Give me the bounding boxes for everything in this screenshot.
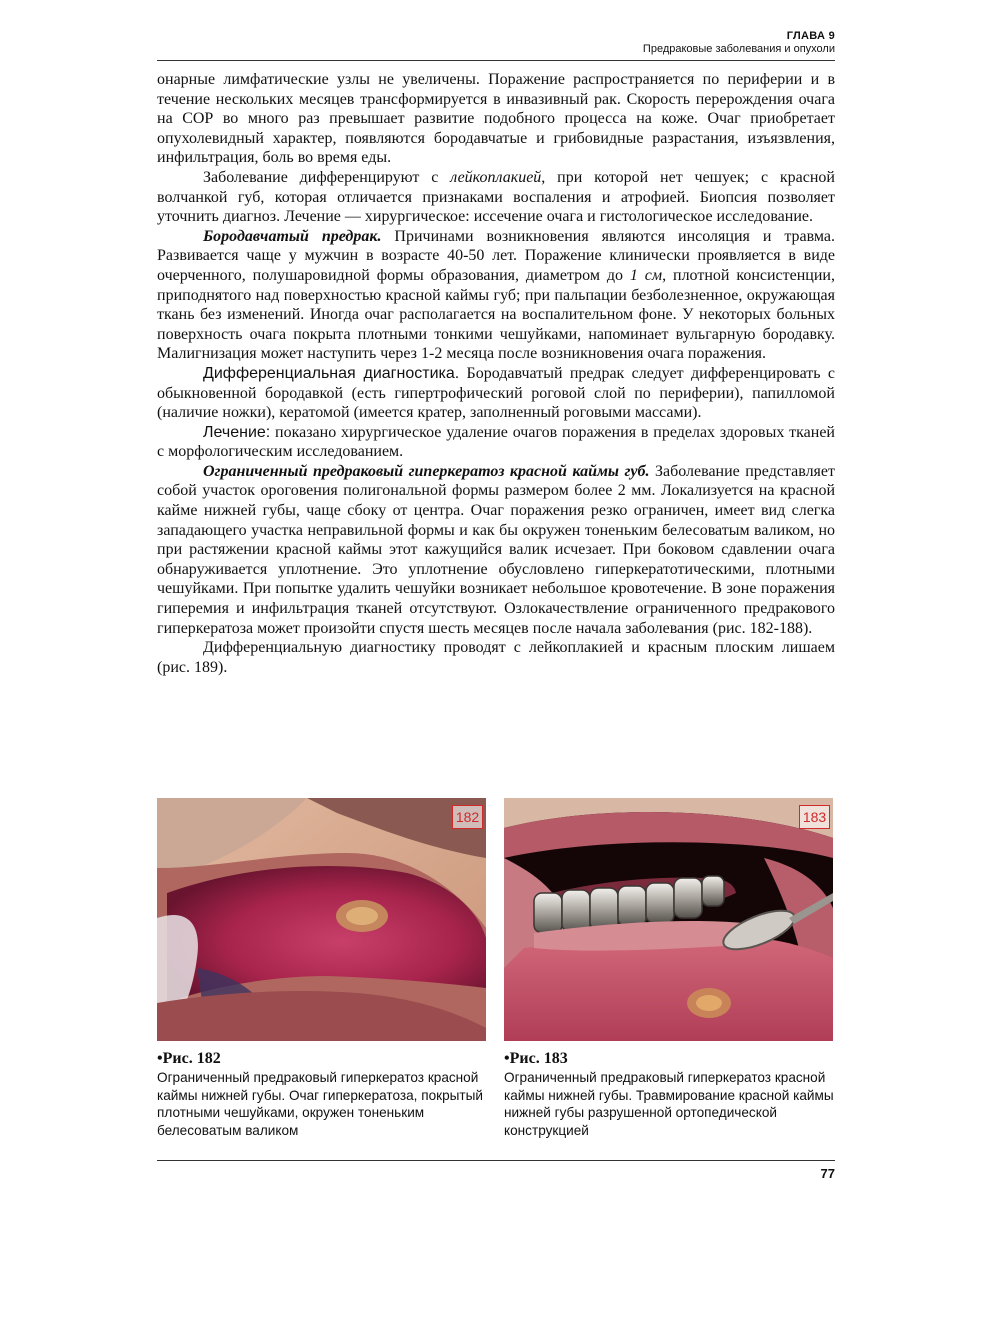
subsection-heading: Лечение:: [203, 423, 271, 441]
page-number: 77: [820, 1166, 835, 1181]
paragraph: Ограниченный предраковый гиперкератоз красной каймы губ. Заболевание представляет собой участок ороговения полигональной формы размером более 2 мм. Локализуется на красной кайме нижней губы, чаще сбоку от центра. Очаг поражения резко ограничен, имеет вид слегка западающего участка неправильной формы и как бы окружен тоненьким белесоватым валиком, но при растяжении красной каймы этот кажущийся валик исчезает. При боковом сдавлении очага обнаруживается уплотнение. Это уплотнение обусловлено гиперкератотическими, плотными чешуйками. При попытке удалить чешуйки возникает небольшое кровотечение. В зоне поражения гиперемия и инфильтрация тканей отсутствуют. Озлокачествление ограниченного предракового гиперкератоза может произойти спустя шесть месяцев после начала заболевания (рис. 182-188).: [157, 462, 836, 637]
footer-rule: [157, 1160, 835, 1161]
chapter-subtitle: Предраковые заболевания и опухоли: [642, 43, 835, 55]
main-text: [157, 70, 835, 677]
paragraph: Заболевание дифференцируют с лейкоплакией, при которой нет чешуек; с красной волчанкой губ, которая отличается признаками воспаления и атрофией. Биопсия позволяет уточнить диагноз. Лечение — хирургическое: иссечение очага и гистологическое исследование.: [157, 168, 835, 226]
paragraph: онарные лимфатические узлы не увеличены. Поражение распространяется по периферии и в течение нескольких месяцев трансформируется в инвазивный рак. Скорость перерождения очага на СОР во много раз превышает развитие подобного процесса на коже. Очаг приобретает опухолевидный характер, появляются бородавчатые и грибовидные разрастания, изъязвления, инфильтрация, боль во время еды.: [157, 71, 835, 167]
figure-182-caption: [157, 1049, 487, 1139]
chapter-label: ГЛАВА 9: [786, 30, 835, 42]
running-header: [643, 30, 835, 56]
section-heading: Ограниченный предраковый гиперкератоз красной каймы губ.: [203, 462, 650, 480]
paragraph: Бородавчатый предрак. Причинами возникновения являются инсоляция и травма. Развивается чаще у мужчин в возрасте 40-50 лет. Поражение клинически проявляется в виде очерченного, полушаровидной формы образования, диаметром до 1 см, плотной консистенции, приподнятого над поверхностью красной каймы губ; при пальпации безболезненное, окружающая ткань без изменений. Иногда очаг располагается на воспалительном фоне. У некоторых больных поверхность очага покрыта плотными тонкими чешуйками, напоминает вульгарную бородавку. Малигнизация может наступить через 1-2 месяца после возникновения очага поражения.: [157, 227, 836, 363]
caption-title: •Рис. 183: [504, 1050, 568, 1067]
paragraph: Лечение: показано хирургическое удаление очагов поражения в пределах здоровых тканей с морфологическим исследованием.: [157, 423, 835, 461]
caption-title: •Рис. 182: [157, 1050, 221, 1067]
figure-182-photo: [157, 798, 486, 1041]
figure-183-photo: [504, 798, 833, 1041]
header-rule: [157, 60, 835, 61]
figure-number-badge: 183: [799, 805, 830, 829]
subsection-heading: Дифференциальная диагностика.: [203, 364, 460, 382]
section-heading: Бородавчатый предрак.: [203, 227, 382, 245]
figure-183-caption: [504, 1049, 834, 1139]
paragraph: Дифференциальная диагностика. Бородавчатый предрак следует дифференцировать с обыкновенной бородавкой (есть гипертрофический роговой слой по периферии), папилломой (наличие ножки), кератомой (имеется кратер, заполненный роговыми массами).: [157, 364, 835, 422]
caption-text: Ограниченный предраковый гиперкератоз красной каймы нижней губы. Травмирование красной каймы нижней губы разрушенной ортопедической конструкцией: [504, 1070, 834, 1138]
paragraph: Дифференциальную диагностику проводят с лейкоплакией и красным плоским лишаем (рис. 189).: [157, 639, 835, 676]
figure-number-badge: 182: [452, 805, 483, 829]
caption-text: Ограниченный предраковый гиперкератоз красной каймы нижней губы. Очаг гиперкератоза, покрытый плотными чешуйками, окружен тоненьким белесоватым валиком: [157, 1070, 484, 1138]
